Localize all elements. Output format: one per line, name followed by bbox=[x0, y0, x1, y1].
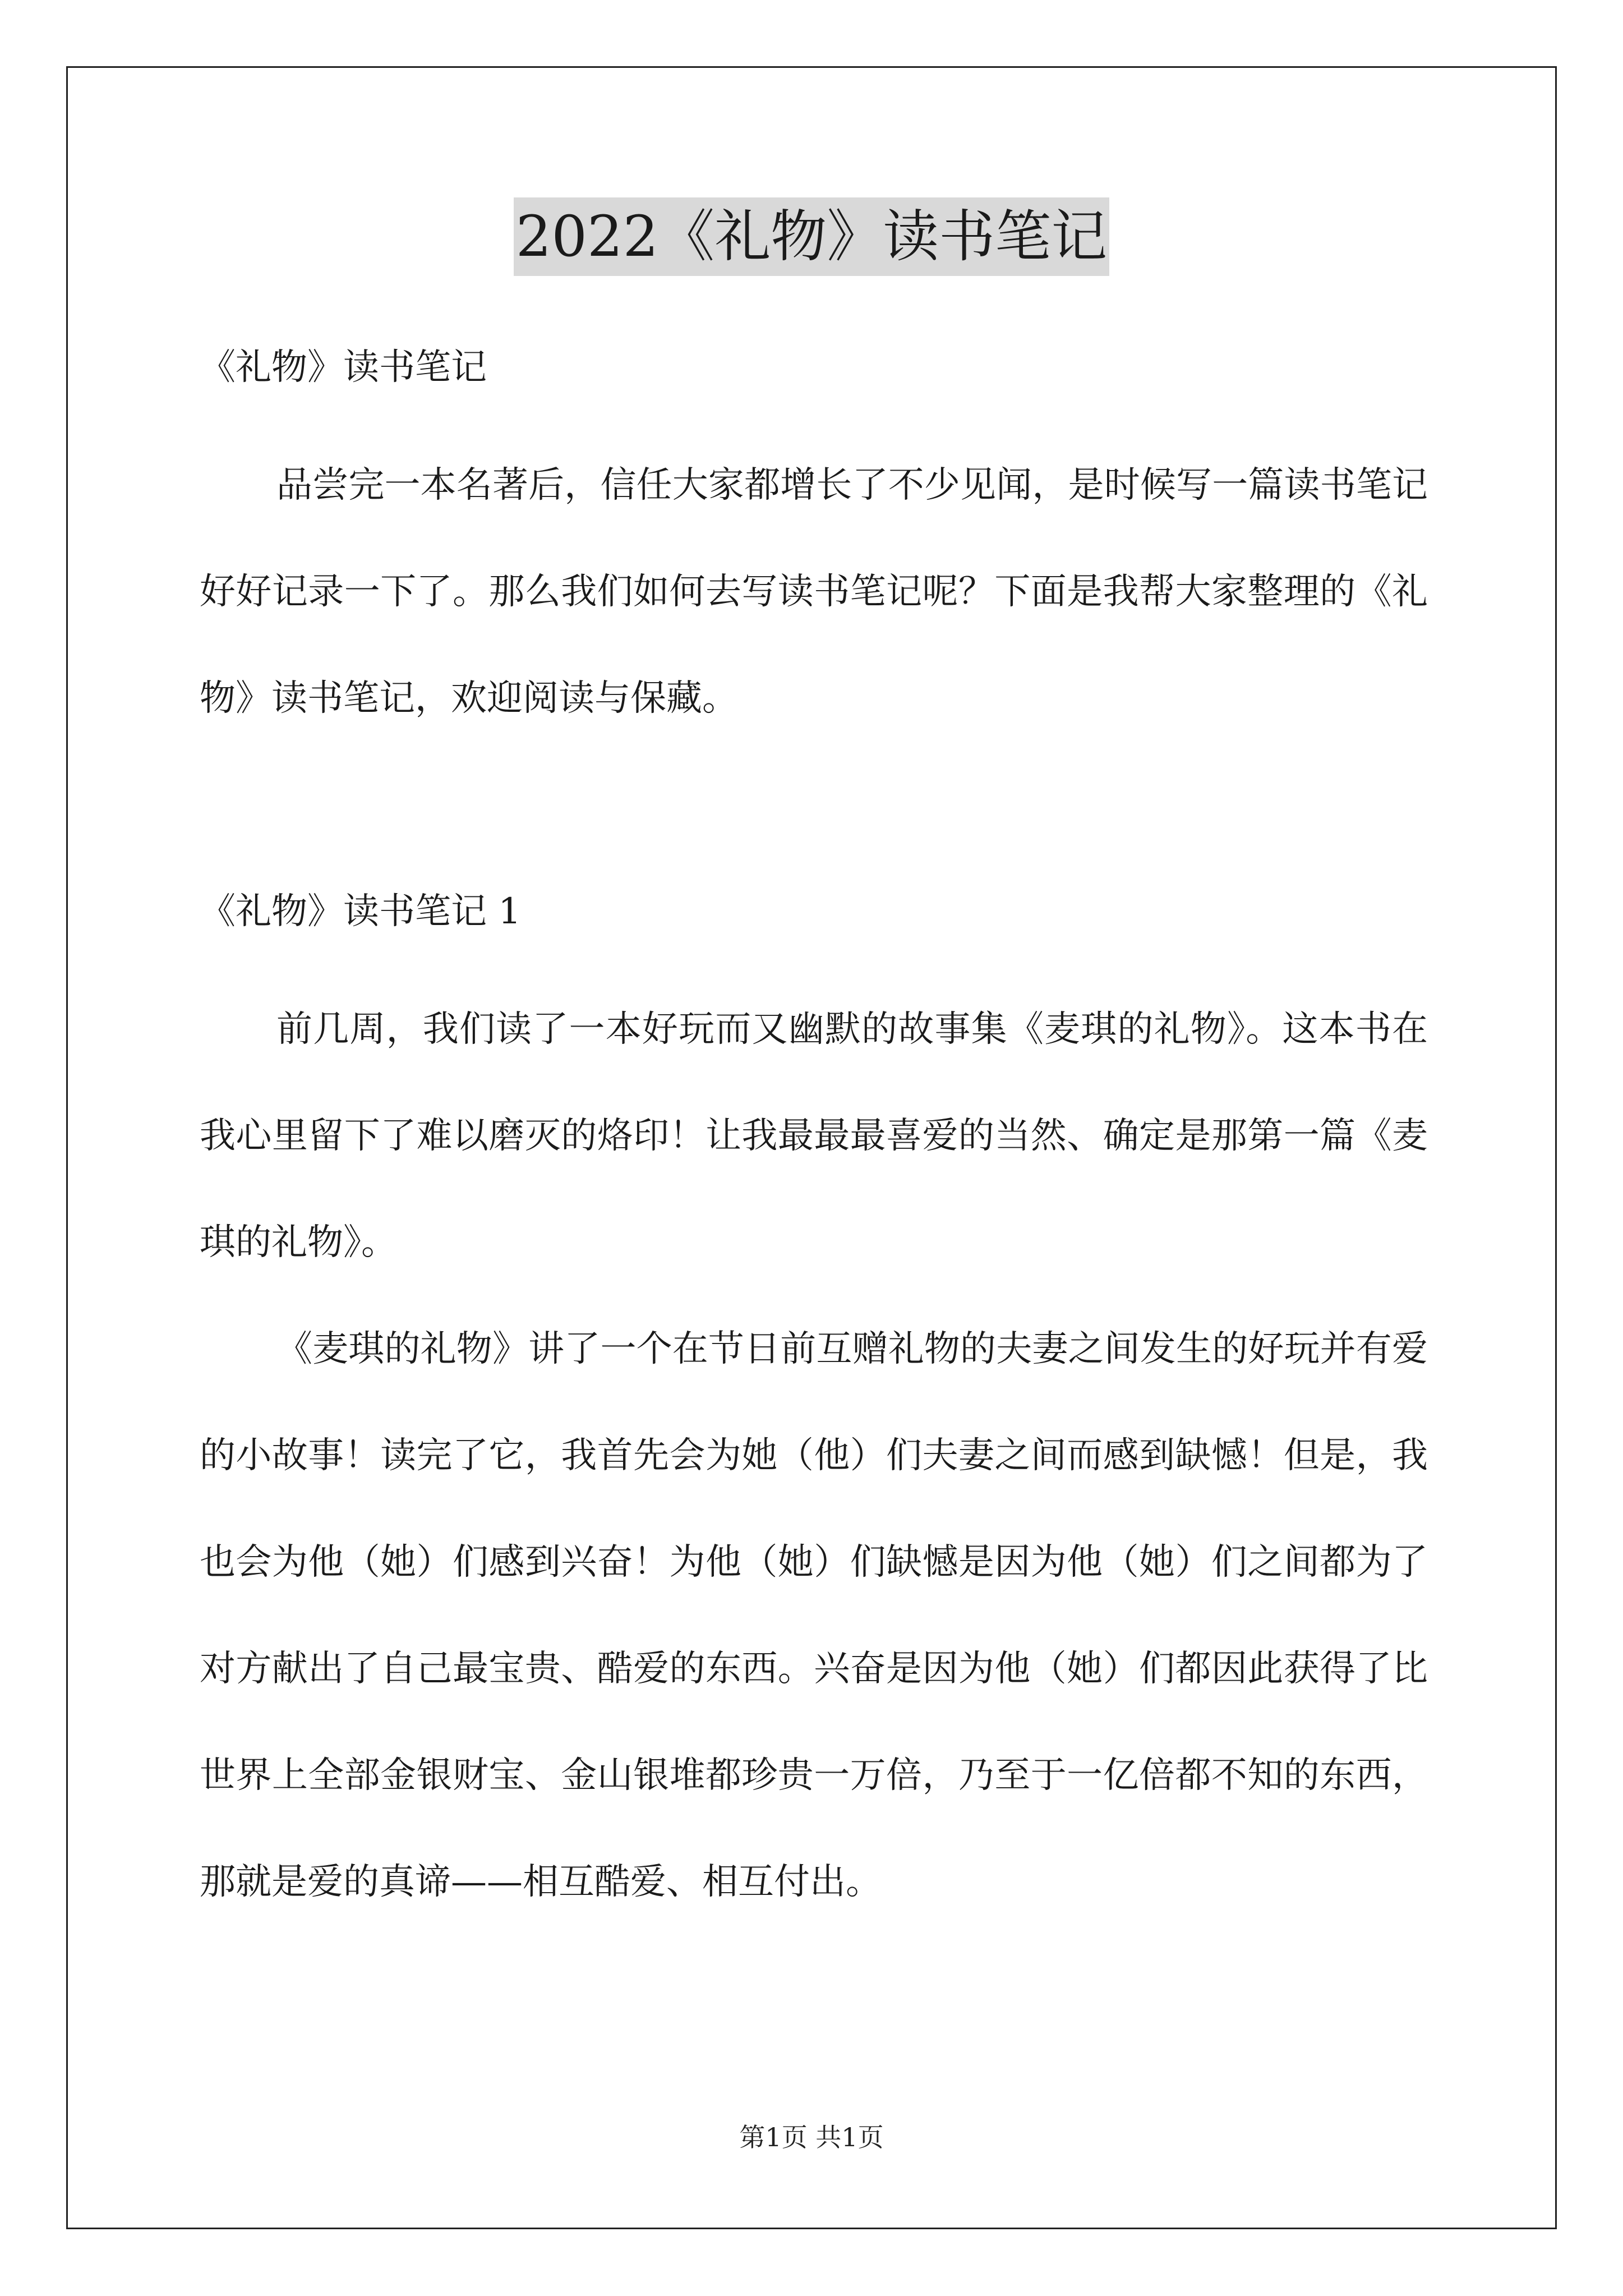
title-container bbox=[0, 197, 1623, 276]
paragraph-2: 《麦琪的礼物》讲了一个在节日前互赠礼物的夫妻之间发生的好玩并有爱的小故事！读完了它，我首先会为她（他）们夫妻之间而感到缺憾！但是，我也会为他（她）们感到兴奋！为他（她）们缺憾是因为他（她）们之间都为了对方献出了自己最宝贵、酷爱的东西。兴奋是因为他（她）们都因此获得了比世界上全部金银财宝、金山银堆都珍贵一万倍，乃至于一亿倍都不知的东西，那就是爱的真谛——相互酷爱、相互付出。 bbox=[200, 1328, 1428, 1903]
intro-paragraph: 品尝完一本名著后，信任大家都增长了不少见闻，是时候写一篇读书笔记好好记录一下了。那么我们如何去写读书笔记呢？下面是我帮大家整理的《礼物》读书笔记，欢迎阅读与保藏。 bbox=[200, 464, 1428, 719]
page-footer: 第1页 共1页 bbox=[739, 2122, 884, 2152]
paragraph-1: 前几周，我们读了一本好玩而又幽默的故事集《麦琪的礼物》。这本书在我心里留下了难以磨灭的烙印！让我最最最喜爱的当然、确定是那第一篇《麦琪的礼物》。 bbox=[200, 1009, 1428, 1263]
section-heading-1: 《礼物》读书笔记 1 bbox=[200, 891, 522, 932]
section-heading-intro: 《礼物》读书笔记 bbox=[200, 347, 487, 388]
document-title: 2022《礼物》读书笔记 bbox=[514, 197, 1110, 276]
document-body bbox=[200, 337, 1428, 1935]
